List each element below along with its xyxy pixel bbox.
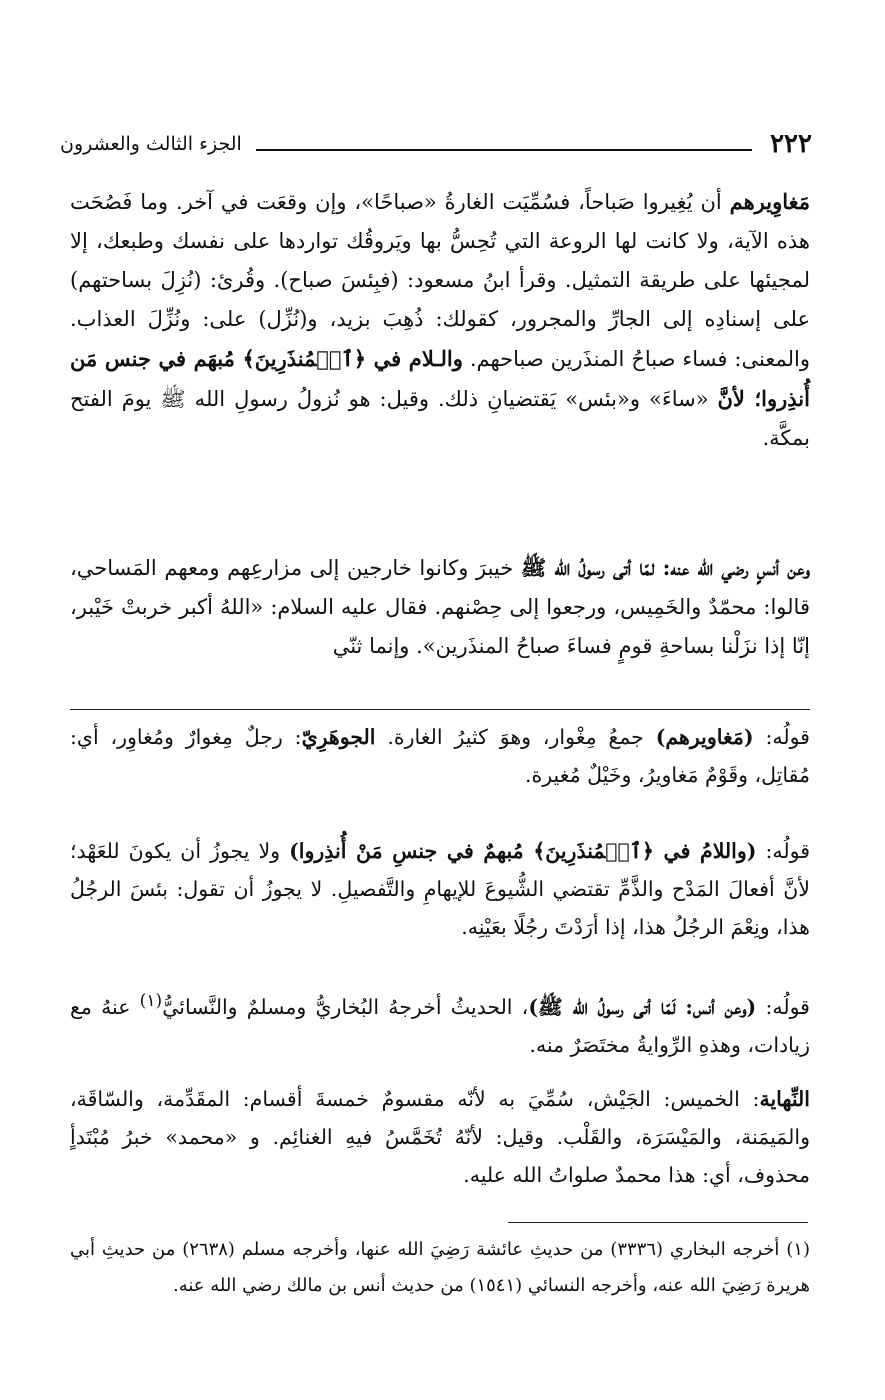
commentary-1	[70, 718, 810, 794]
footnote-reference[interactable]: (١)	[139, 991, 163, 1011]
commentary-3	[70, 982, 810, 1064]
main-paragraph-2	[70, 548, 810, 666]
main-paragraph-1	[70, 182, 810, 458]
paragraph-text: خيبرَ وكانوا خارجين إلى مزارعِهم ومعهم المَساحي، قالوا: محمّدٌ والخَمِيس، ورجعوا إلى حِصْنهم. فقال عليه السلام: «اللهُ أكبر خربتْ خَيْبر، إنّا إذا نزَلْنا بساحةِ قومٍ فساءَ صباحُ المنذَرين». وإنما ثنّي	[70, 556, 810, 658]
lead-term: مَغاوِيرهم	[729, 189, 810, 214]
footnote-text: (١) أخرجه البخاري (٣٣٣٦) من حديثِ عائشة رَضِيَ الله عنها، وأخرجه مسلم (٢٦٣٨) من حديثِ أبي هريرة رَضِيَ الله عنه، وأخرجه النسائي (١٥٤١) من حديث أنس بن مالك رضي الله عنه.	[70, 1239, 810, 1296]
commentary-prefix: قولُه:	[756, 994, 810, 1019]
page-header	[60, 126, 812, 162]
header-rule	[256, 149, 752, 151]
footnote	[70, 1232, 810, 1304]
commentary-source: النِّهاية	[759, 1087, 810, 1111]
footnote-rule	[508, 1222, 808, 1223]
chapter-title: الجزء الثالث والعشرون	[60, 133, 242, 155]
commentary-text: : الخميس: الجَيْش، سُمِّيَ به لأنّه مقسومٌ خمسةَ أقسام: المقَدِّمة، والسّاقَة، والمَيمَنة، والمَيْسَرَة، والقَلْب. وقيل: لأنّهُ تُخَمَّسُ فيهِ الغنائِم. و «محمد» خبرُ مُبْتَدأٍ محذوف، أي: هذا محمدٌ صلواتُ الله عليه.	[70, 1087, 810, 1187]
commentary-4	[70, 1080, 810, 1194]
commentary-2	[70, 832, 810, 946]
commentary-source: الجوهَرِيّ	[301, 725, 376, 749]
paragraph-text: «ساءَ» و«بئس» يَقتضيانِ ذلك. وقيل: هو نُزولُ رسولِ الله ﷺ يومَ الفتح بمكَّة.	[70, 387, 810, 450]
commentary-text: عنهُ مع زيادات، وهذهِ الرِّوايةُ مختَصَرٌ منه.	[70, 994, 810, 1057]
lead-phrase: وعن أنسٍ رضي الله عنه: لمّا أتى رسولُ الله ﷺ	[520, 555, 810, 580]
commentary-text: ، الحديثُ أخرجهُ البُخاريُّ ومسلمٌ والنَّسائيُّ	[162, 994, 529, 1019]
commentary-term: (مَغاويرهم)	[655, 725, 754, 749]
commentary-text: جمعُ مِغْوار، وهوَ كثيرُ الغارة.	[375, 725, 656, 749]
commentary-prefix: قولُه:	[753, 725, 810, 749]
commentary-term: (واللامُ في ﴿ٱلۡمُنذَرِينَ﴾ مُبهمٌ في جنسِ مَنْ أُنذِروا)	[289, 839, 757, 863]
commentary-text: : رجلٌ مِغوارٌ ومُغاوِر، أي: مُقاتِل، وقَوْمٌ مَغاويرُ، وخَيْلٌ مُغيرة.	[70, 725, 810, 787]
section-divider	[70, 709, 810, 710]
commentary-text: ولا يجوزُ أن يكونَ للعَهْد؛ لأنَّ أفعالَ المَدْح والذَّمِّ تقتضي الشُّيوعَ للإيهامِ والتَّفصيلِ. لا يجوزُ أن تقول: بئسَ الرجُلُ هذا، ونِعْمَ الرجُلُ هذا، إذا أرَدْتَ رجُلًا بعَيْنِه.	[70, 839, 810, 939]
commentary-term: (وعن أنس: لَمّا أتى رسولُ الله ﷺ)	[528, 994, 757, 1019]
page-number: ٢٢٢	[770, 129, 812, 159]
commentary-prefix: قولُه:	[756, 839, 810, 863]
bold-phrase: والـلام في ﴿ٱلۡمُنذَرِينَ﴾ مُبهَم في جنس مَن أُنذِروا؛ لأنَّ	[70, 346, 810, 411]
paragraph-text: أن يُغِيروا صَباحاً، فسُمِّيَت الغارةُ «صباحًا»، وإن وقعَت في آخر. وما فَصُحَت هذه الآية، ولا كانت لها الروعة التي تُحِسُّ بها ويَروقُك تواردها على نفسك وطبعك، إلا لمجيئها على طريقة التمثيل. وقرأ ابنُ مسعود: (فبِئسَ صباح). وقُرئ: (نُزِلَ بساحتهم) على إسنادِه إلى الجارِّ والمجرور، كقولك: ذُهِبَ بزيد، و(نُزِّل) على: ونُزِّلَ العذاب. والمعنى: فساء صباحُ المنذَرين صباحهم.	[70, 190, 810, 371]
